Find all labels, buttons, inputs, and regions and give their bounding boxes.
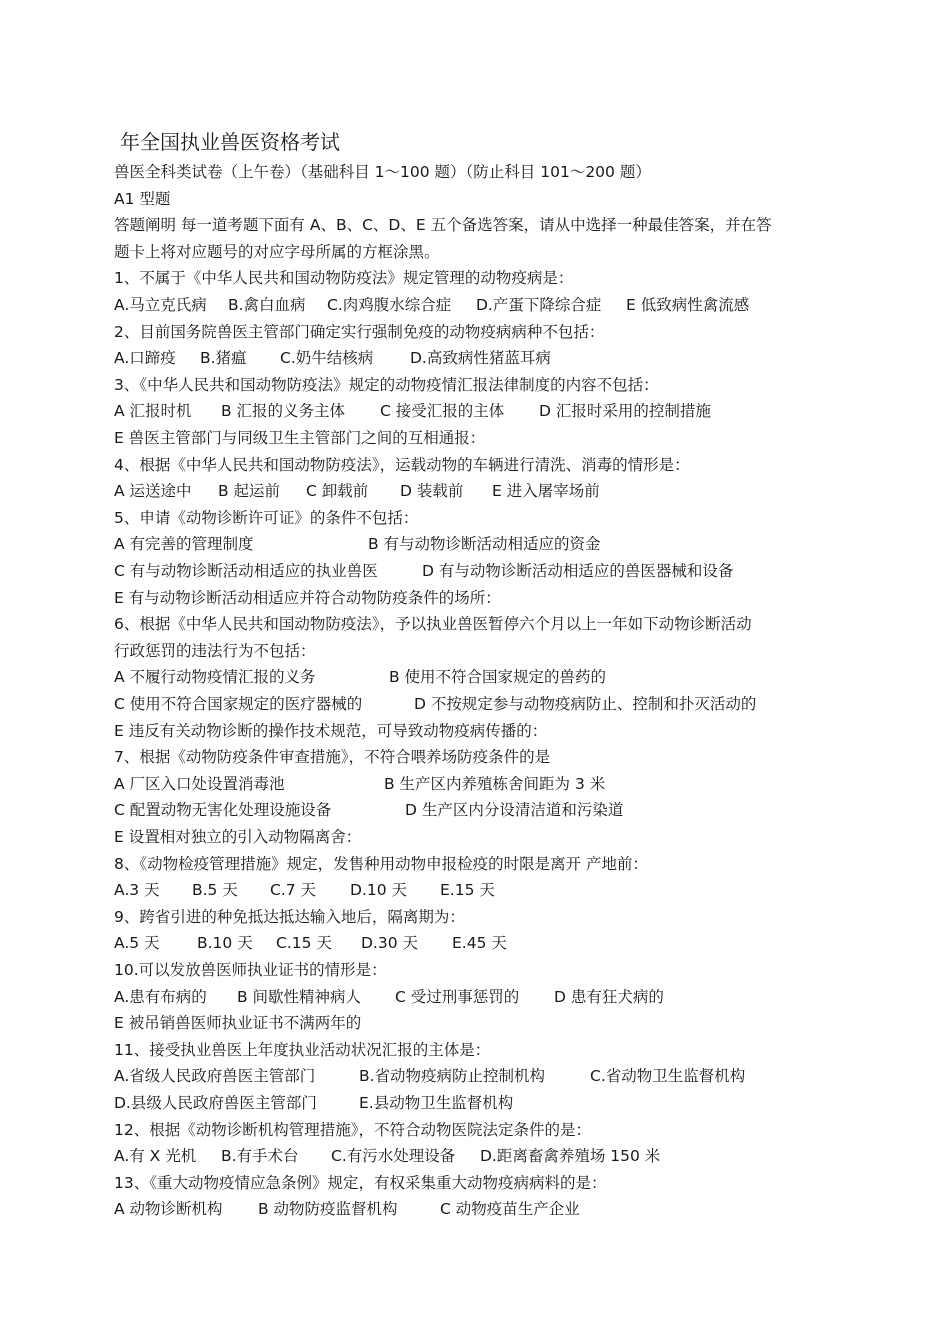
answer-option: D 装载前: [400, 482, 464, 501]
question-stem: 4、根据《中华人民共和国动物防疫法》，运载动物的车辆进行清洗、消毒的情形是：: [114, 455, 690, 474]
answer-option: A.3 天: [114, 881, 160, 900]
answer-option: C 动物疫苗生产企业: [440, 1200, 580, 1219]
answer-option: E 有与动物诊断活动相适应并符合动物防疫条件的场所：: [114, 588, 501, 607]
answer-option: B.省动物疫病防止控制机构: [359, 1067, 546, 1086]
answer-option: B 使用不符合国家规定的兽药的: [389, 668, 607, 687]
answer-option: D.10 天: [350, 881, 408, 900]
section-heading: A1 型题: [114, 189, 171, 208]
question-stem: 13、《重大动物疫情应急条例》规定，有权采集重大动物疫病病料的是：: [114, 1173, 607, 1192]
answer-option: E.45 天: [452, 934, 507, 953]
question-stem: 2、目前国务院兽医主管部门确定实行强制免疫的动物疫病病种不包括：: [114, 322, 605, 341]
question-stem: 8、《动物检疫管理措施》规定，发售种用动物申报检疫的时限是离开 产地前：: [114, 854, 649, 873]
instruction-line: 题卡上将对应题号的对应字母所属的方框涂黑。: [114, 242, 440, 261]
answer-option: D.高致病性猪蓝耳病: [410, 349, 551, 368]
answer-option: E.县动物卫生监督机构: [359, 1094, 514, 1112]
answer-option: B 生产区内养殖栋舍间距为 3 米: [384, 774, 606, 793]
question-stem: 7、根据《动物防疫条件审查措施》，不符合喂养场防疫条件的是: [114, 748, 551, 767]
answer-option: B.有手术台: [221, 1147, 299, 1166]
answer-option: A.有 X 光机: [114, 1147, 197, 1166]
exam-subtitle: 兽医全科类试卷（上午卷）（基础科目 1～100 题）（防止科目 101～200 题）: [114, 163, 651, 181]
answer-option: D.县级人民政府兽医主管部门: [114, 1094, 317, 1112]
answer-option: A.5 天: [114, 934, 160, 953]
answer-option: E 低致病性禽流感: [626, 296, 750, 314]
page-title: 年全国执业兽医资格考试: [120, 130, 340, 154]
answer-option: D.距离畜禽养殖场 150 米: [480, 1147, 661, 1166]
answer-option: C.奶牛结核病: [280, 349, 374, 368]
answer-option: A 动物诊断机构: [114, 1200, 223, 1219]
answer-option: C.肉鸡腹水综合症: [327, 296, 452, 314]
answer-option: D 患有狂犬病的: [554, 987, 664, 1006]
answer-option: C.7 天: [270, 881, 317, 900]
answer-option: E.15 天: [440, 881, 495, 900]
answer-option: A 汇报时机: [114, 402, 192, 421]
answer-option: B 有与动物诊断活动相适应的资金: [368, 535, 601, 554]
answer-option: E 进入屠宰场前: [492, 482, 600, 501]
answer-option: B.猪瘟: [200, 349, 247, 368]
question-stem: 9、跨省引进的种免抵达抵达输入地后，隔离期为：: [114, 907, 465, 926]
question-stem: 5、申请《动物诊断许可证》的条件不包括：: [114, 508, 419, 527]
question-stem: 3、《中华人民共和国动物防疫法》规定的动物疫情汇报法律制度的内容不包括：: [114, 375, 659, 394]
answer-option: A 有完善的管理制度: [114, 535, 254, 554]
answer-option: E 违反有关动物诊断的操作技术规范，可导致动物疫病传播的：: [114, 721, 548, 740]
question-stem: 10.可以发放兽医师执业证书的情形是：: [114, 961, 387, 979]
answer-option: C 受过刑事惩罚的: [395, 987, 520, 1006]
question-stem: 12、根据《动物诊断机构管理措施》，不符合动物医院法定条件的是：: [114, 1120, 591, 1139]
question-stem: 1、不属于《中华人民共和国动物防疫法》规定管理的动物疫病是：: [114, 269, 574, 288]
answer-option: C.省动物卫生监督机构: [590, 1067, 746, 1086]
answer-option: A 不履行动物疫情汇报的义务: [114, 668, 316, 687]
question-stem: 11、接受执业兽医上年度执业活动状况汇报的主体是：: [114, 1040, 491, 1059]
answer-option: D 有与动物诊断活动相适应的兽医器械和设备: [422, 562, 734, 580]
answer-option: D.产蛋下降综合症: [476, 296, 602, 314]
answer-option: E 被吊销兽医师执业证书不满两年的: [114, 1014, 362, 1033]
question-stem: 6、根据《中华人民共和国动物防疫法》，予以执业兽医暂停六个月以上一年如下动物诊断活动: [114, 615, 752, 634]
answer-option: C 使用不符合国家规定的医疗器械的: [114, 695, 363, 713]
answer-option: B 汇报的义务主体: [221, 402, 346, 421]
answer-option: D 不按规定参与动物疫病防止、控制和扑灭活动的: [414, 695, 757, 713]
answer-option: A.口蹄疫: [114, 349, 176, 368]
answer-option: B.10 天: [197, 934, 253, 953]
answer-option: C 配置动物无害化处理设施设备: [114, 801, 332, 820]
answer-option: A.省级人民政府兽医主管部门: [114, 1067, 316, 1086]
answer-option: B 起运前: [218, 482, 281, 501]
answer-option: A 厂区入口处设置消毒池: [114, 774, 285, 793]
answer-option: A.患有布病的: [114, 987, 207, 1006]
instruction-line: 答题阐明 每一道考题下面有 A、B、C、D、E 五个备选答案，请从中选择一种最佳答案，并在答: [114, 216, 772, 235]
question-stem: 行政惩罚的违法行为不包括：: [114, 641, 316, 660]
answer-option: C.有污水处理设备: [331, 1147, 456, 1166]
answer-option: C 卸载前: [306, 482, 369, 501]
answer-option: B 间歇性精神病人: [237, 987, 362, 1006]
answer-option: D 生产区内分设清洁道和污染道: [405, 801, 624, 820]
answer-option: D.30 天: [361, 934, 419, 953]
answer-option: C 接受汇报的主体: [380, 402, 505, 421]
answer-option: A.马立克氏病: [114, 296, 207, 314]
answer-option: B 动物防疫监督机构: [258, 1200, 398, 1219]
answer-option: E 设置相对独立的引入动物隔离舍：: [114, 828, 362, 846]
answer-option: C.15 天: [276, 934, 332, 953]
answer-option: B.禽白血病: [228, 296, 306, 314]
answer-option: C 有与动物诊断活动相适应的执业兽医: [114, 562, 378, 580]
answer-option: B.5 天: [192, 881, 238, 900]
answer-option: A 运送途中: [114, 482, 192, 501]
answer-option: D 汇报时采用的控制措施: [539, 402, 711, 421]
answer-option: E 兽医主管部门与同级卫生主管部门之间的互相通报：: [114, 429, 486, 447]
